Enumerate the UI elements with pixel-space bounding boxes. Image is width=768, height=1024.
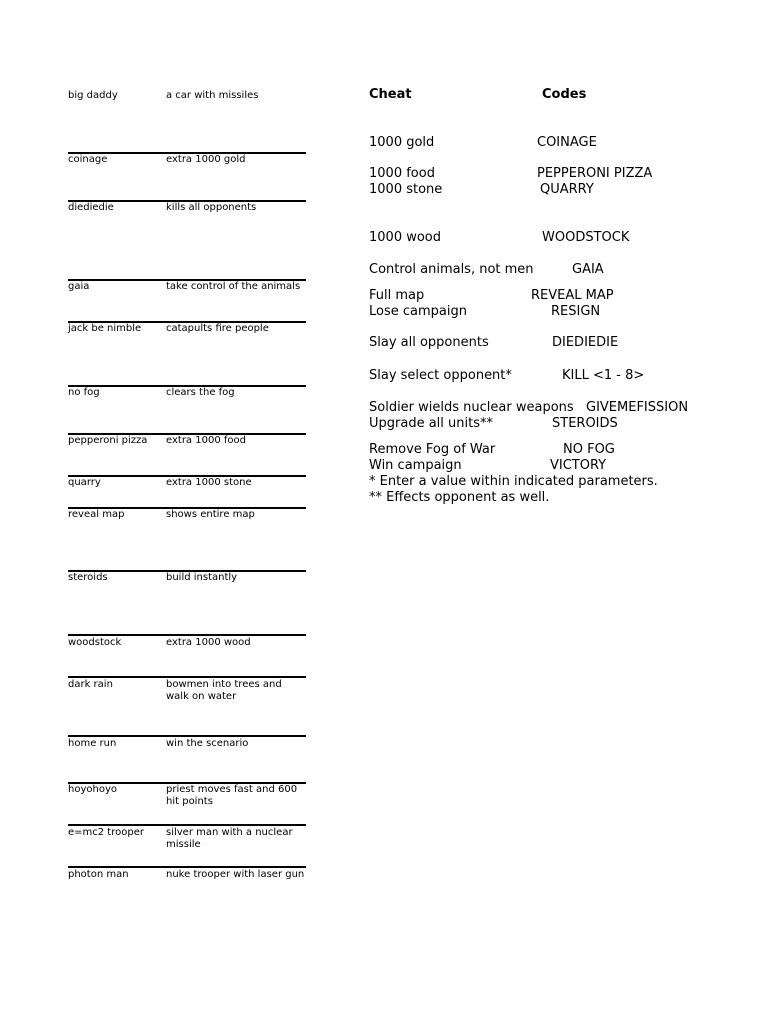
cheat-effect: clears the fog: [166, 387, 235, 398]
cheat-effect: win the scenario: [166, 738, 249, 749]
cheat-description: Slay select opponent*: [369, 368, 512, 383]
cheat-code: steroids: [68, 572, 108, 583]
list-item: [369, 166, 653, 182]
cheat-code: dark rain: [68, 679, 113, 690]
header-cheat: Cheat: [369, 87, 412, 102]
row-divider: [68, 824, 306, 826]
cheat-description: 1000 gold: [369, 135, 435, 150]
cheat-effects-table: [0, 0, 310, 1024]
cheat-code: photon man: [68, 869, 129, 880]
cheat-effect: bowmen into trees and walk on water: [166, 679, 282, 702]
list-item: [369, 262, 604, 278]
cheat-code: gaia: [68, 281, 90, 292]
cheat-effect: nuke trooper with laser gun: [166, 869, 305, 880]
cheat-codes-list: [369, 0, 768, 1024]
cheat-description: Full map: [369, 288, 425, 303]
cheat-effect: extra 1000 food: [166, 435, 246, 446]
cheat-code: QUARRY: [540, 182, 594, 197]
row-divider: [68, 866, 306, 868]
cheat-code: VICTORY: [550, 458, 607, 473]
cheat-effect: catapults fire people: [166, 323, 269, 334]
list-item: [369, 135, 597, 151]
list-item: [369, 304, 601, 320]
list-item: [369, 230, 630, 246]
cheat-code: KILL <1 - 8>: [562, 368, 645, 383]
cheat-code: hoyohoyo: [68, 784, 117, 795]
cheat-code: coinage: [68, 154, 108, 165]
cheat-code: reveal map: [68, 509, 125, 520]
cheat-description: Slay all opponents: [369, 335, 489, 350]
cheat-effect: kills all opponents: [166, 202, 257, 213]
list-item: [369, 182, 594, 198]
list-item: [369, 442, 615, 458]
cheat-description: Soldier wields nuclear weapons: [369, 400, 574, 415]
cheat-description: Upgrade all units**: [369, 416, 493, 431]
list-item: [369, 335, 619, 351]
list-item: [369, 288, 614, 304]
cheat-code: big daddy: [68, 90, 118, 101]
cheat-code: diediedie: [68, 202, 114, 213]
cheat-code: DIEDIEDIE: [552, 335, 619, 350]
cheat-description: 1000 wood: [369, 230, 442, 245]
cheat-code: jack be nimble: [68, 323, 142, 334]
cheat-code: pepperoni pizza: [68, 435, 148, 446]
cheat-effect: take control of the animals: [166, 281, 301, 292]
cheat-effect: extra 1000 stone: [166, 477, 252, 488]
cheat-code: no fog: [68, 387, 100, 398]
list-item: [369, 368, 645, 384]
list-item: [369, 458, 607, 474]
cheat-code: quarry: [68, 477, 101, 488]
list-item: [369, 400, 689, 416]
list-item: [369, 416, 618, 432]
cheat-effect: shows entire map: [166, 509, 255, 520]
footnote: ** Effects opponent as well.: [369, 490, 550, 505]
cheat-effect: silver man with a nuclear missile: [166, 827, 293, 850]
cheat-description: 1000 stone: [369, 182, 443, 197]
cheat-code: GIVEMEFISSION: [586, 400, 689, 415]
cheat-code: WOODSTOCK: [542, 230, 630, 245]
row-divider: [68, 676, 306, 678]
list-header: [369, 87, 587, 103]
cheat-code: NO FOG: [563, 442, 615, 457]
row-divider: [68, 634, 306, 636]
cheat-code: GAIA: [572, 262, 604, 277]
header-codes: Codes: [542, 87, 587, 102]
cheat-code: COINAGE: [537, 135, 597, 150]
cheat-effect: a car with missiles: [166, 90, 259, 101]
cheat-description: Remove Fog of War: [369, 442, 496, 457]
cheat-code: e=mc2 trooper: [68, 827, 144, 838]
cheat-effect: priest moves fast and 600 hit points: [166, 784, 298, 807]
cheat-effect: build instantly: [166, 572, 238, 583]
cheat-code: REVEAL MAP: [531, 288, 614, 303]
footnote: * Enter a value within indicated parameters.: [369, 474, 658, 489]
row-divider: [68, 735, 306, 737]
cheat-code: STEROIDS: [552, 416, 618, 431]
cheat-description: 1000 food: [369, 166, 435, 181]
cheat-description: Control animals, not men: [369, 262, 534, 277]
cheat-code: RESIGN: [551, 304, 601, 319]
cheat-description: Lose campaign: [369, 304, 467, 319]
cheat-effect: extra 1000 gold: [166, 154, 246, 165]
cheat-code: woodstock: [68, 637, 122, 648]
cheat-effect: extra 1000 wood: [166, 637, 251, 648]
cheat-description: Win campaign: [369, 458, 462, 473]
cheat-code: home run: [68, 738, 117, 749]
cheat-code: PEPPERONI PIZZA: [537, 166, 653, 181]
